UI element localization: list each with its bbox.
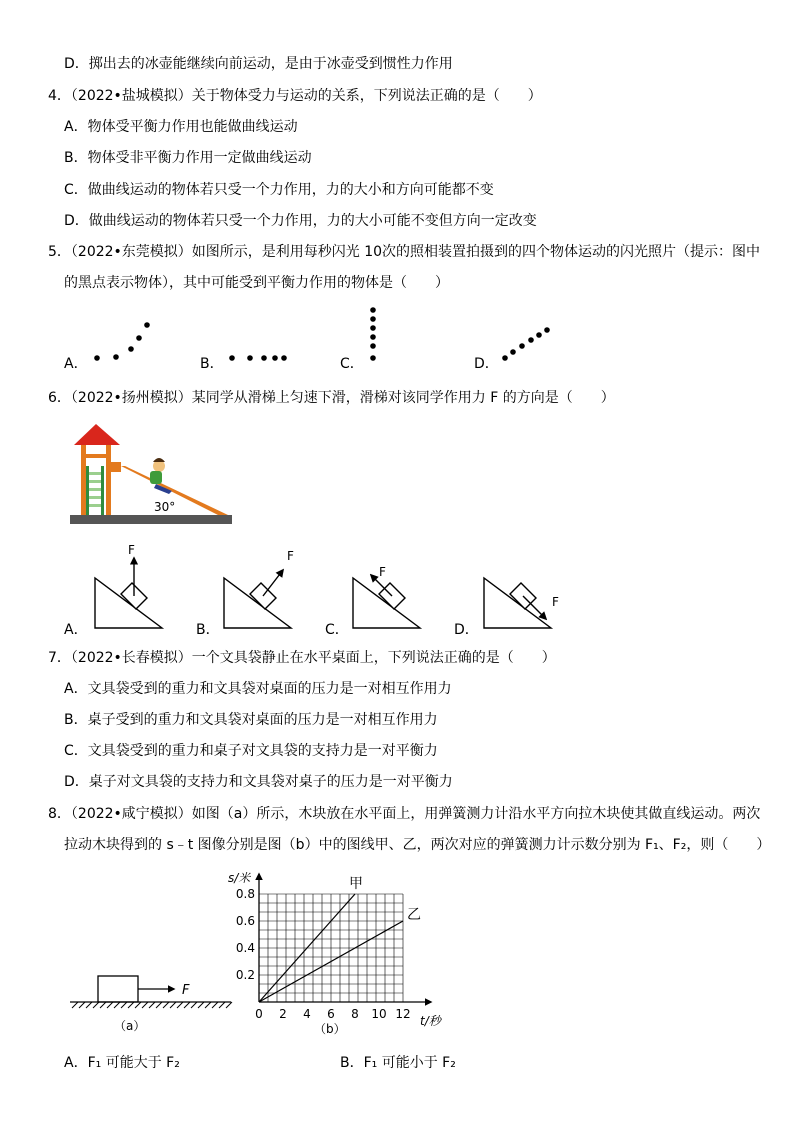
series-label-2: 乙: [407, 907, 421, 923]
x-tick-label: 12: [395, 1007, 411, 1021]
figure-a-caption: （a）: [114, 1019, 146, 1033]
st-graph: [222, 868, 452, 1040]
q5-dot-figures: [0, 300, 794, 375]
q7-option-b: B．桌子受到的重力和文具袋对桌面的压力是一对相互作用力: [64, 712, 438, 728]
y-tick-label: 0.4: [235, 941, 255, 955]
q7-option-d: D．桌子对文具袋的支持力和文具袋对桌子的压力是一对平衡力: [64, 774, 453, 790]
q8-stem-line2: 拉动木块得到的 s﹣t 图像分别是图（b）中的图线甲、乙，两次对应的弹簧测力计示数分别为 F₁、F₂，则（ ）: [64, 837, 771, 853]
slide-roof: [74, 424, 120, 445]
option-c-force-label: F: [379, 565, 386, 579]
y-axis-label: s/米: [228, 871, 251, 885]
q4-option-b: B．物体受非平衡力作用一定做曲线运动: [64, 150, 312, 166]
y-tick-label: 0.6: [235, 914, 255, 928]
q5-label-c: C．: [340, 356, 364, 372]
q5-stem-line2: 的黑点表示物体），其中可能受到平衡力作用的物体是（ ）: [64, 275, 449, 291]
q6-label-b: B．: [196, 622, 220, 638]
graph-grid: [259, 894, 403, 1002]
graph-axes: [259, 874, 431, 1002]
x-tick-label: 2: [279, 1007, 287, 1021]
q5-dots-a: [94, 322, 150, 361]
q6-label-c: C．: [325, 622, 349, 638]
q8-stem-line1: 8．（2022•咸宁模拟）如图（a）所示，木块放在水平面上，用弹簧测力计沿水平方向拉木块使其做直线运动。两次: [48, 806, 761, 822]
option-d-diagram: [484, 578, 551, 628]
q8-option-a: A．F₁ 可能大于 F₂: [64, 1055, 180, 1071]
q5-dots-b: [229, 355, 287, 361]
q4-stem: 4．（2022•盐城模拟）关于物体受力与运动的关系，下列说法正确的是（ ）: [48, 88, 542, 104]
slide-ladder: [88, 472, 102, 507]
y-tick-label: 0.2: [235, 968, 255, 982]
q5-label-a: A．: [64, 356, 88, 372]
q4-option-d: D．做曲线运动的物体若只受一个力作用，力的大小可能不变但方向一定改变: [64, 213, 537, 229]
q6-force-options: [0, 540, 794, 635]
q4-option-c: C．做曲线运动的物体若只受一个力作用，力的大小和方向可能都不变: [64, 182, 494, 198]
q8-option-b: B．F₁ 可能小于 F₂: [340, 1055, 456, 1071]
q6-label-a: A．: [64, 622, 88, 638]
slide-illustration: [68, 418, 238, 530]
option-d-force-label: F: [552, 595, 559, 609]
q5-label-d: D．: [474, 356, 499, 372]
x-tick-label: 8: [351, 1007, 359, 1021]
x-tick-label: 6: [327, 1007, 335, 1021]
option-a-diagram: [95, 558, 162, 628]
q5-dots-d: [502, 327, 550, 361]
x-tick-label: 4: [303, 1007, 311, 1021]
ground: [70, 515, 232, 524]
q5-dots-c: [370, 307, 376, 361]
q5-label-b: B．: [200, 356, 224, 372]
series-label-1: 甲: [349, 876, 363, 892]
figure-a-force-label: F: [182, 983, 190, 998]
option-a-force-label: F: [128, 543, 135, 557]
x-tick-label: 0: [255, 1007, 263, 1021]
q6-label-d: D．: [454, 622, 479, 638]
option-c-diagram: [353, 575, 420, 628]
q7-stem: 7．（2022•长春模拟）一个文具袋静止在水平桌面上，下列说法正确的是（ ）: [48, 650, 556, 666]
q6-stem: 6．（2022•扬州模拟）某同学从滑梯上匀速下滑，滑梯对该同学作用力 F 的方向是（ ）: [48, 390, 615, 406]
q5-stem-line1: 5．（2022•东莞模拟）如图所示，是利用每秒闪光 10次的照相装置拍摄到的四个物体运动的闪光照片（提示：图中: [48, 244, 761, 260]
q4-option-a: A．物体受平衡力作用也能做曲线运动: [64, 119, 298, 135]
x-axis-label: t/秒: [420, 1014, 441, 1028]
option-b-force-label: F: [287, 549, 294, 563]
figure-b-caption: （b）: [314, 1022, 346, 1036]
q7-option-a: A．文具袋受到的重力和文具袋对桌面的压力是一对相互作用力: [64, 681, 452, 697]
figure-a: [66, 966, 246, 1036]
option-b-diagram: [224, 570, 291, 628]
y-tick-label: 0.8: [235, 887, 255, 901]
q7-option-c: C．文具袋受到的重力和桌子对文具袋的支持力是一对平衡力: [64, 743, 438, 759]
angle-label: 30°: [154, 500, 176, 514]
q3-option-d: D．掷出去的冰壶能继续向前运动，是由于冰壶受到惯性力作用: [64, 56, 453, 72]
x-tick-label: 10: [371, 1007, 387, 1021]
wood-block: [98, 976, 138, 1002]
